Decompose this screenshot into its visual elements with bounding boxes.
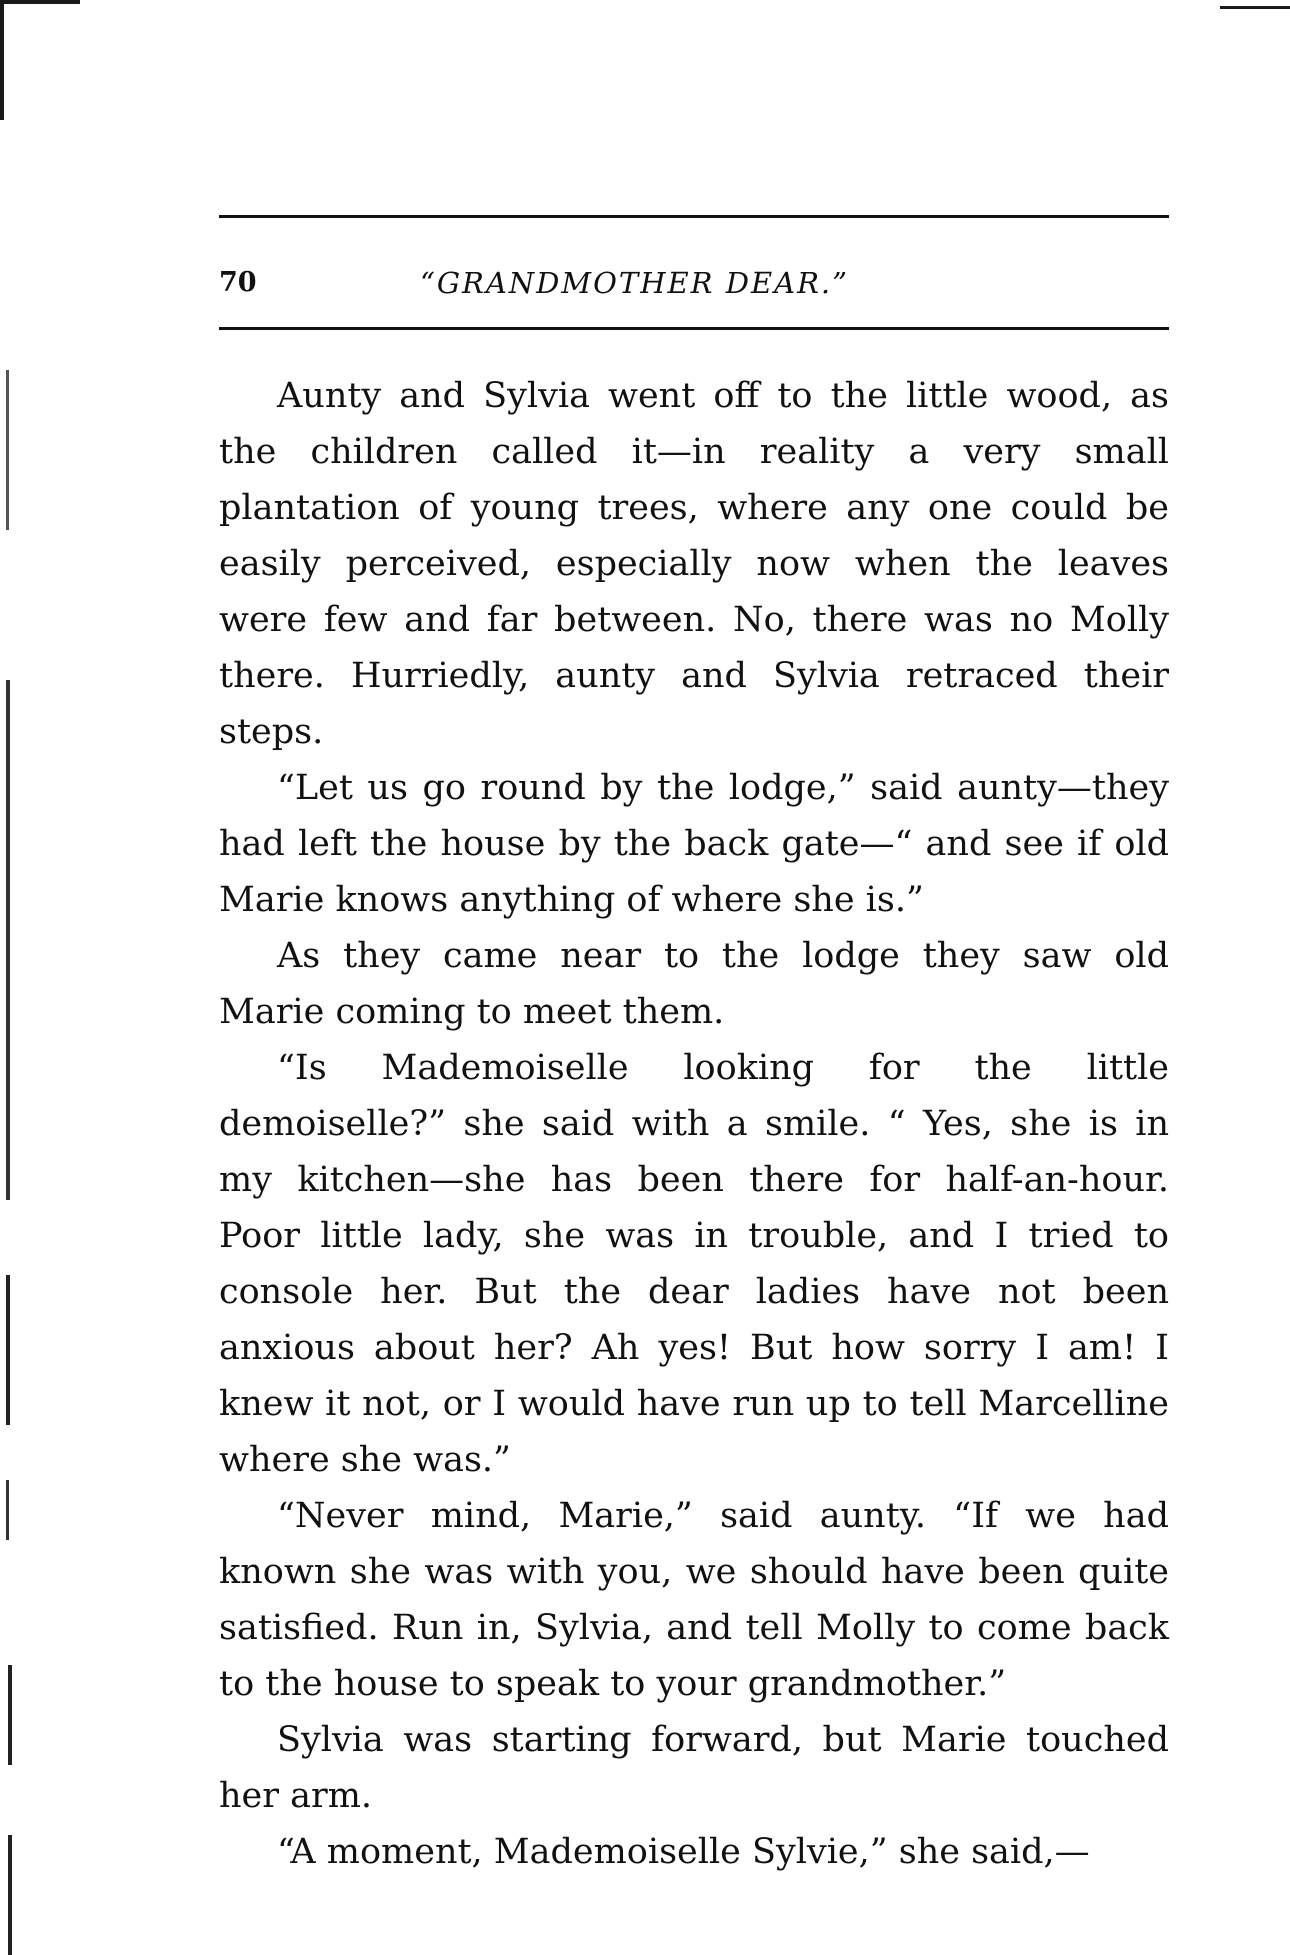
scan-edge-mark — [6, 1480, 9, 1540]
scan-edge-mark — [0, 0, 80, 4]
header-bottom-rule — [219, 327, 1169, 330]
paragraph: “Let us go round by the lodge,” said aunty—they had left the house by the back gate—“ and see if old Marie knows anything of where she is.” — [219, 768, 1169, 920]
body-text — [219, 368, 1169, 1880]
scan-edge-mark — [6, 680, 10, 1200]
scan-edge-mark — [1220, 6, 1290, 9]
paragraph: “A moment, Mademoiselle Sylvie,” she said,— — [277, 1832, 1090, 1872]
paragraph: “Never mind, Marie,” said aunty. “If we had known she was with you, we should have been quite satisfied. Run in, Sylvia, and tell Molly to come back to the house to speak to your grandmother.” — [219, 1496, 1169, 1704]
paragraph: Aunty and Sylvia went off to the little wood, as the children called it—in reality a very small plantation of young trees, where any one could be easily perceived, especially now when the leaves were few and far between. No, there was no Molly there. Hurriedly, aunty and Sylvia retraced their steps. — [219, 376, 1169, 752]
paragraph: Sylvia was starting forward, but Marie touched her arm. — [219, 1720, 1169, 1816]
scan-edge-mark — [6, 1275, 10, 1425]
scan-edge-mark — [8, 1665, 12, 1765]
scan-edge-mark — [8, 1835, 12, 1955]
paragraph: “Is Mademoiselle looking for the little demoiselle?” she said with a smile. “ Yes, she is in my kitchen—she has been there for half-an-hour. Poor little lady, she was in trouble, and I tried to console her. But the dear ladies have not been anxious about her? Ah yes! But how sorry I am! I knew it not, or I would have run up to tell Marcelline where she was.” — [219, 1048, 1169, 1480]
page-number: 70 — [219, 267, 257, 298]
scan-edge-mark — [6, 370, 9, 530]
scan-edge-mark — [0, 0, 4, 120]
page-header — [219, 215, 1169, 330]
running-head-title: “GRANDMOTHER DEAR.” — [420, 266, 849, 300]
paragraph: As they came near to the lodge they saw old Marie coming to meet them. — [219, 936, 1169, 1032]
header-top-rule — [219, 215, 1169, 218]
